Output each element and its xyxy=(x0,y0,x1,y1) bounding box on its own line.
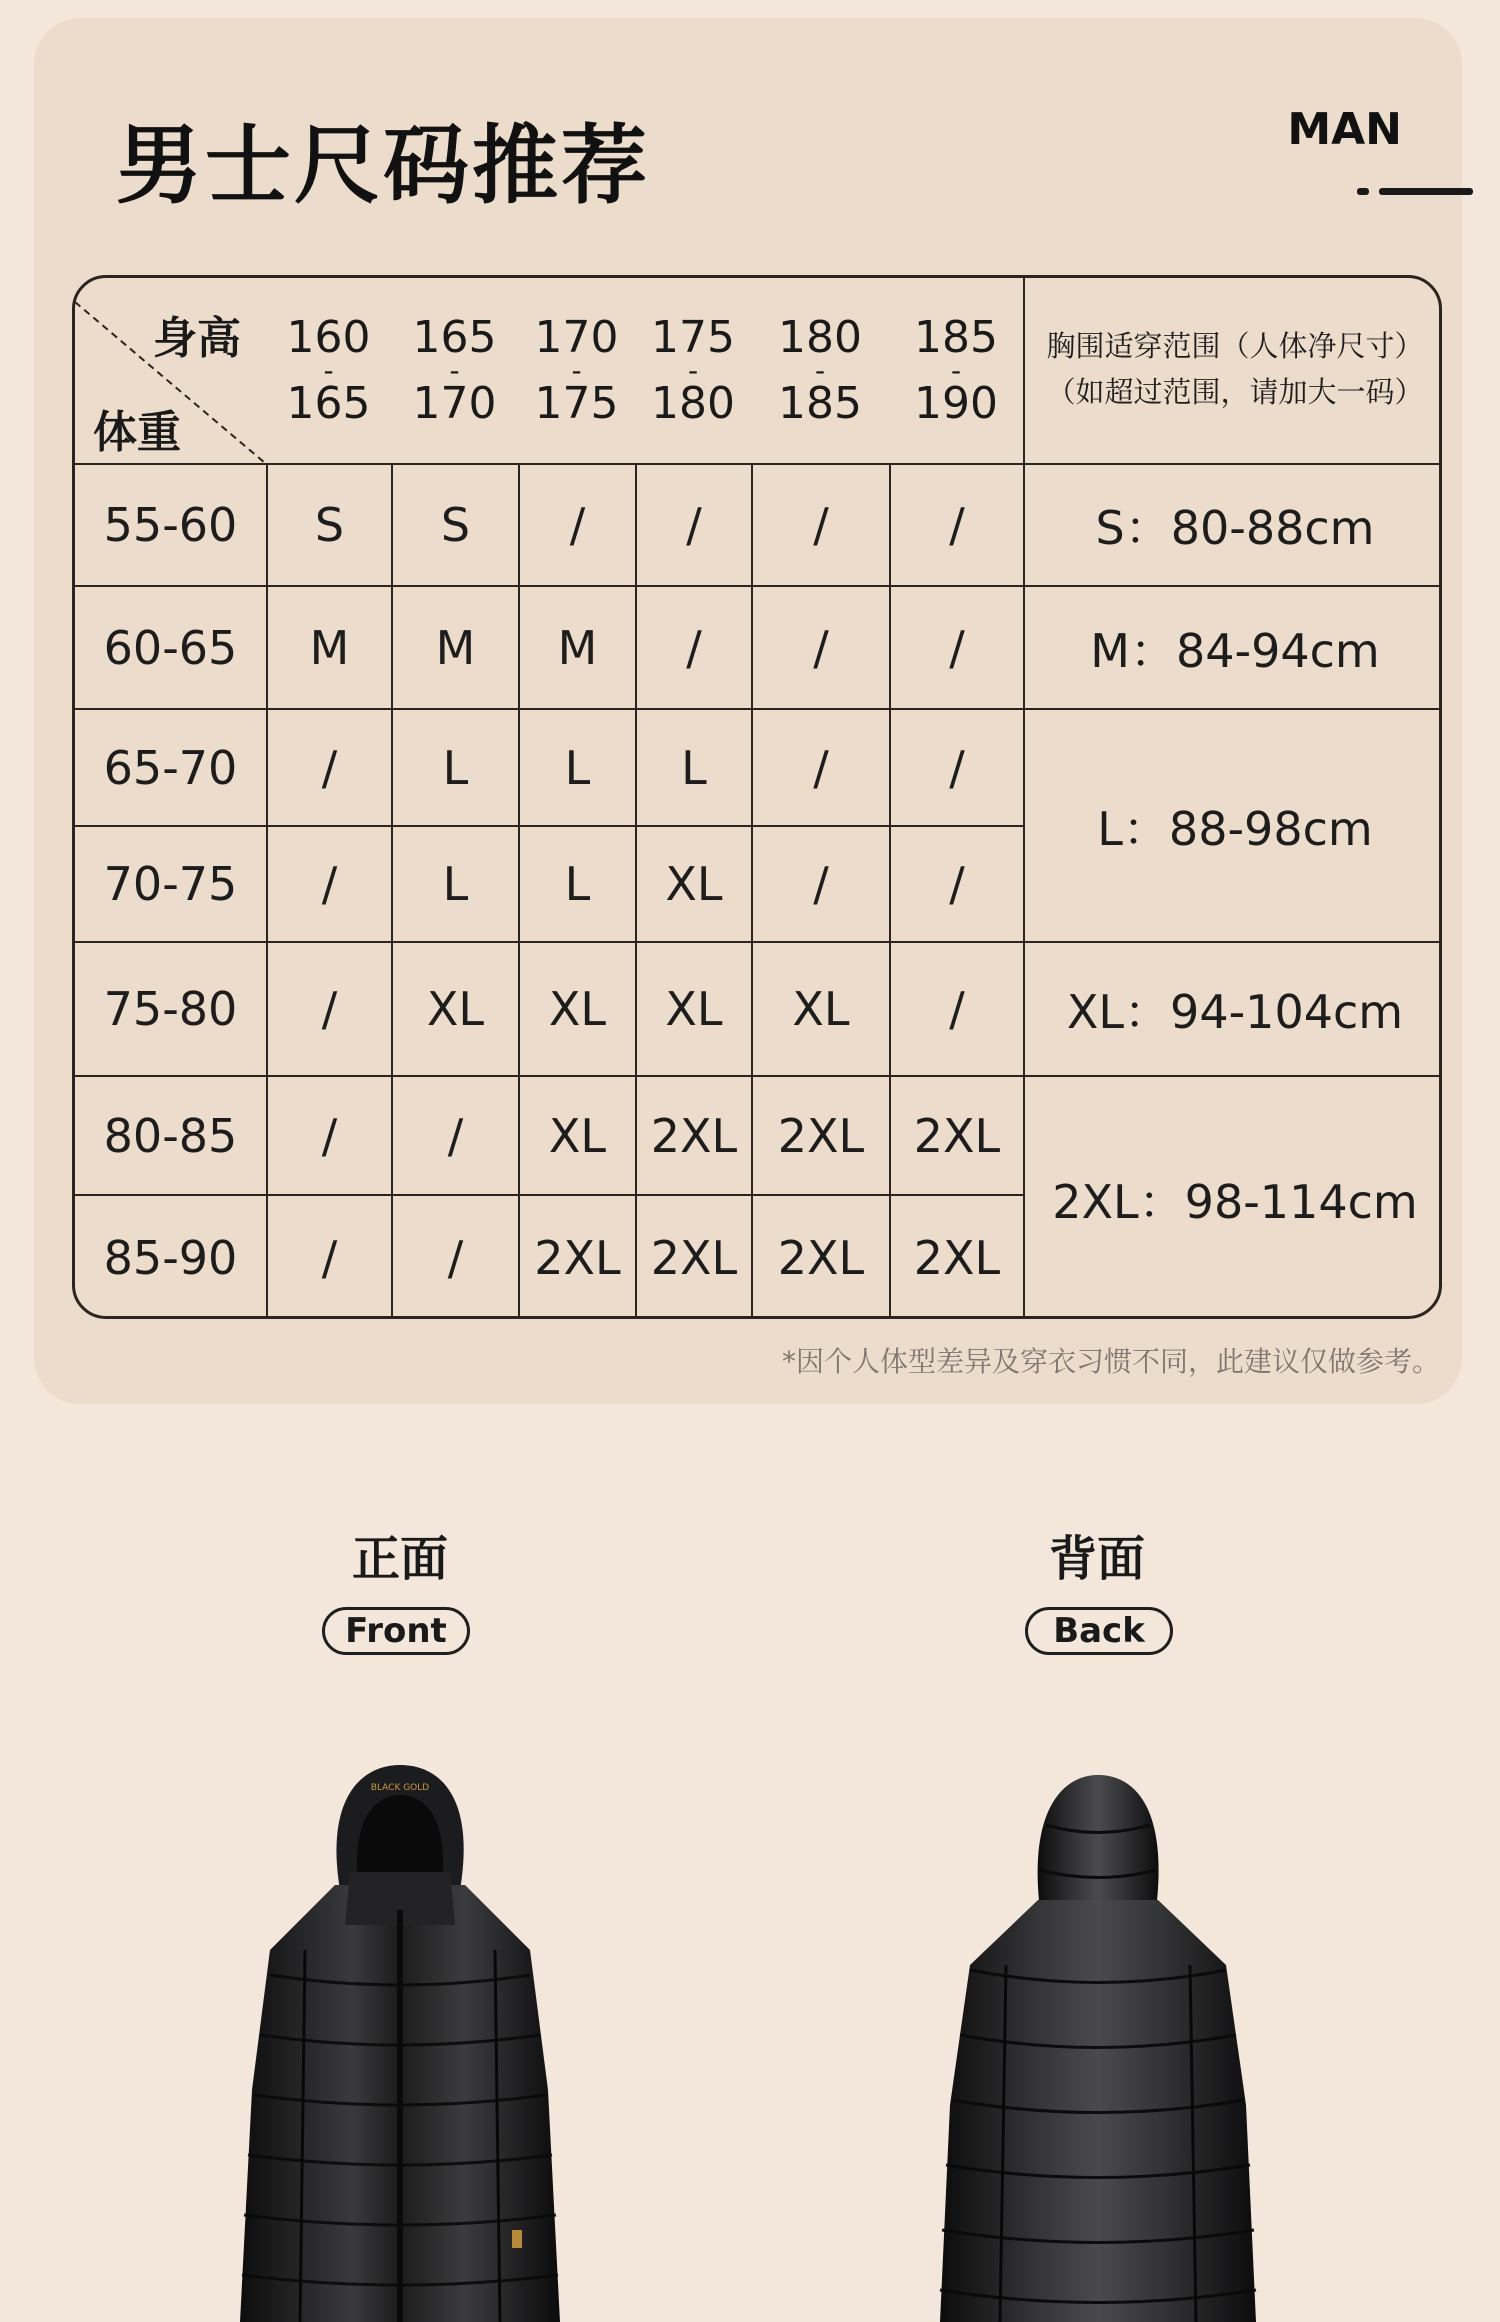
size-cell: L xyxy=(681,740,707,795)
weight-cell: 70-75 xyxy=(103,857,238,911)
size-cell: L xyxy=(564,857,591,911)
size-cell: / xyxy=(949,498,965,552)
size-cell: M xyxy=(435,620,476,675)
front-view-title: 正面 xyxy=(351,1531,448,1587)
size-cell: / xyxy=(949,857,965,911)
size-cell: XL xyxy=(792,982,850,1036)
front-view-tag: Front xyxy=(322,1607,470,1655)
weight-cell: 80-85 xyxy=(103,1108,238,1163)
size-cell: L xyxy=(442,857,469,911)
weight-cell: 60-65 xyxy=(103,620,238,675)
height-header: 170 - 175 xyxy=(534,312,619,429)
size-cell: 2XL xyxy=(913,1108,1001,1163)
page-title: 男士尺码推荐 xyxy=(116,116,650,216)
height-header: 180 - 185 xyxy=(778,312,862,429)
size-cell: / xyxy=(813,740,829,795)
size-cell: 2XL xyxy=(650,1108,738,1163)
height-header: 185 - 190 xyxy=(914,312,998,429)
chest-range: S：80-88cm xyxy=(1095,501,1375,555)
size-cell: M xyxy=(557,620,598,675)
size-cell: / xyxy=(949,740,965,795)
size-cell: S xyxy=(440,498,471,552)
chest-range: XL：94-104cm xyxy=(1066,985,1404,1039)
size-table xyxy=(72,275,1442,1319)
chest-range: M：84-94cm xyxy=(1090,623,1380,678)
size-cell: / xyxy=(321,857,338,911)
back-view-title: 背面 xyxy=(1048,1531,1145,1587)
height-header: 165 - 170 xyxy=(412,312,497,429)
weight-cell: 85-90 xyxy=(103,1231,238,1285)
weight-cell: 65-70 xyxy=(103,740,238,795)
size-cell: / xyxy=(686,498,702,552)
man-tag: MAN xyxy=(1287,104,1402,155)
size-cell: / xyxy=(813,857,829,911)
size-cell: / xyxy=(447,1108,464,1163)
front-jacket-image xyxy=(230,1760,570,2322)
chest-range: 2XL：98-114cm xyxy=(1052,1174,1418,1229)
size-cell: / xyxy=(949,620,965,675)
size-cell: M xyxy=(309,620,350,675)
chest-range-header: 胸围适穿范围（人体净尺寸） （如超过范围，请加大一码） xyxy=(1046,329,1424,409)
size-cell: XL xyxy=(665,857,723,911)
chest-range: L：88-98cm xyxy=(1097,801,1373,856)
size-cell: 2XL xyxy=(777,1231,865,1285)
size-cell: / xyxy=(813,498,829,552)
disclaimer-note: *因个人体型差异及穿衣习惯不同，此建议仅做参考。 xyxy=(781,1345,1440,1378)
back-view-tag: Back xyxy=(1025,1607,1173,1655)
height-header: 175 - 180 xyxy=(651,312,735,429)
size-cell: XL xyxy=(548,1108,607,1163)
size-cell: 2XL xyxy=(650,1231,738,1285)
weight-cell: 75-80 xyxy=(103,982,238,1036)
tag-underline xyxy=(1379,188,1473,195)
height-axis-label: 身高 xyxy=(153,313,241,364)
size-cell: / xyxy=(686,620,702,675)
size-cell: L xyxy=(442,740,469,795)
size-cell: / xyxy=(949,982,965,1036)
size-cell: S xyxy=(314,498,345,552)
size-cell: / xyxy=(813,620,829,675)
height-header: 160 - 165 xyxy=(286,312,371,429)
tag-underline-dot xyxy=(1357,188,1369,195)
size-cell: / xyxy=(447,1231,464,1285)
size-cell: L xyxy=(564,740,591,795)
size-cell: 2XL xyxy=(913,1231,1001,1285)
size-cell: XL xyxy=(426,982,485,1036)
size-cell: XL xyxy=(665,982,723,1036)
weight-axis-label: 体重 xyxy=(93,407,181,458)
weight-cell: 55-60 xyxy=(103,498,238,552)
size-cell: / xyxy=(321,982,338,1036)
size-cell: / xyxy=(321,740,338,795)
size-cell: 2XL xyxy=(534,1231,621,1285)
size-cell: XL xyxy=(548,982,607,1036)
size-cell: / xyxy=(569,498,586,552)
svg-text:BLACK GOLD: BLACK GOLD xyxy=(370,1783,430,1793)
back-jacket-image xyxy=(928,1770,1268,2322)
size-cell: / xyxy=(321,1108,338,1163)
size-cell: / xyxy=(321,1231,338,1285)
size-cell: 2XL xyxy=(777,1108,865,1163)
